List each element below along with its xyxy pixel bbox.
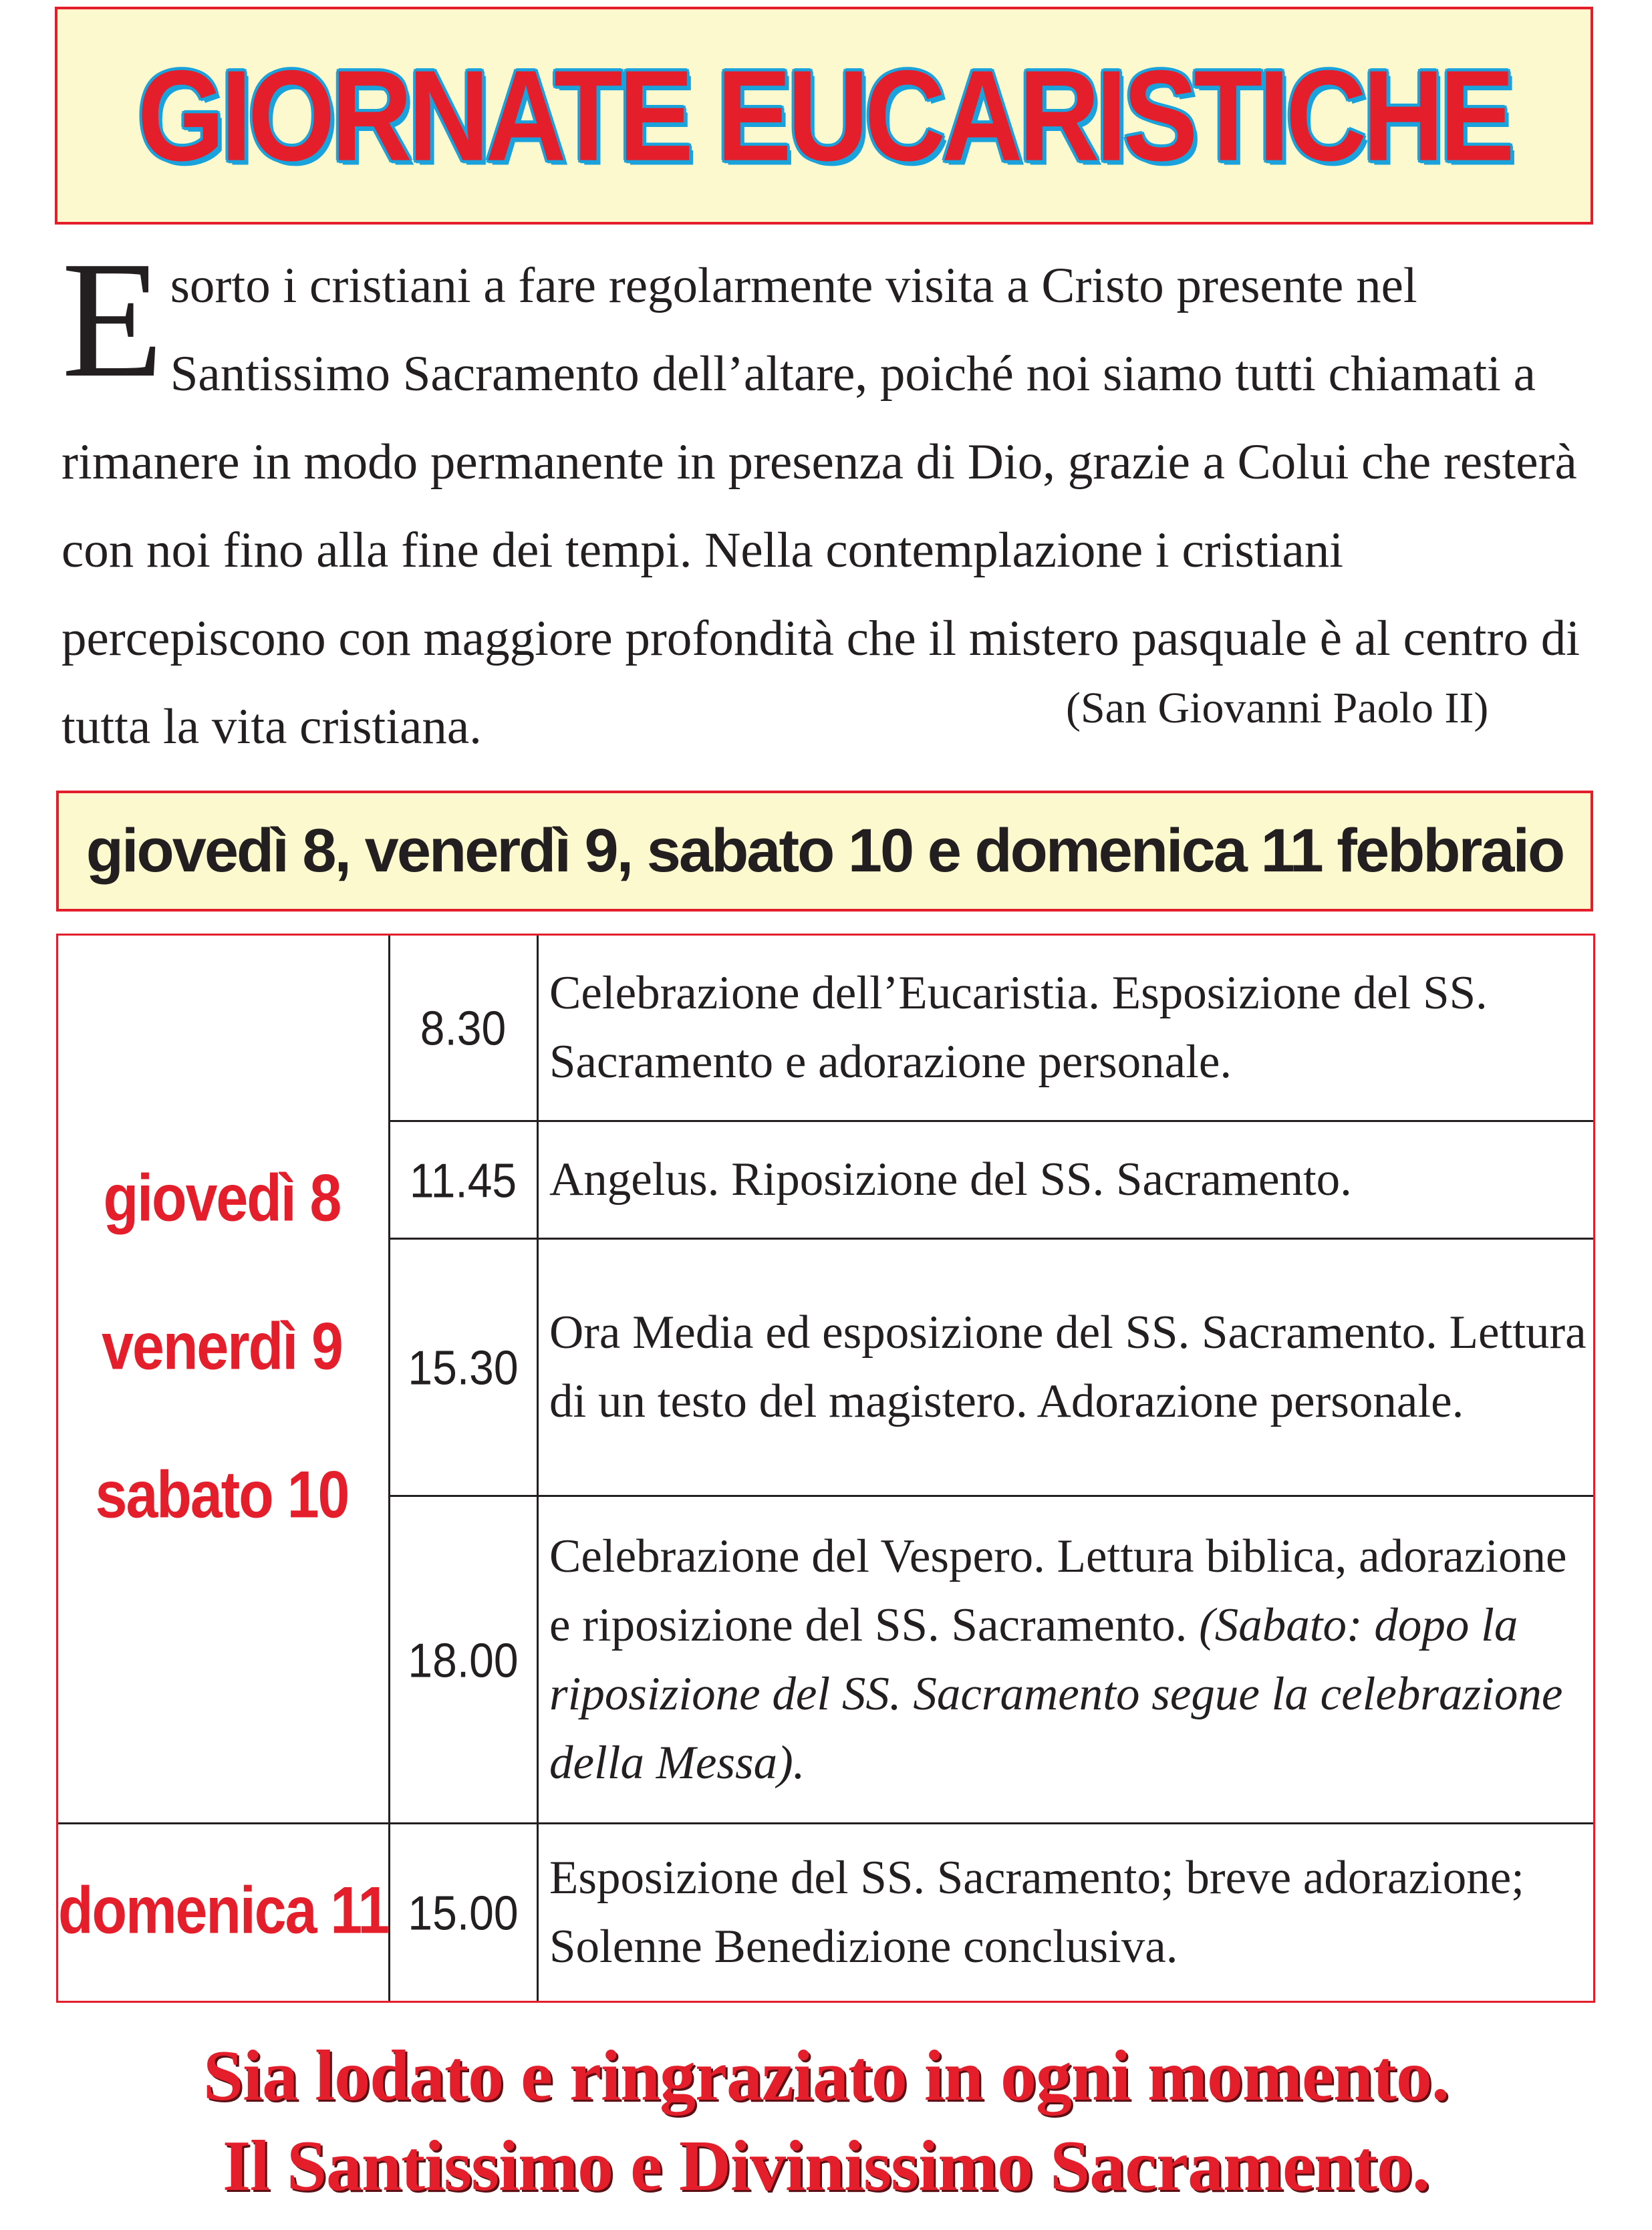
description-text: Celebrazione del Vespero. Lettura biblica, adorazione e riposizione del SS. Sacramento. (549, 1530, 1567, 1651)
dates-banner (56, 791, 1593, 912)
schedule-table (56, 934, 1595, 2003)
time-cell: 15.30 (408, 1340, 519, 1395)
time-cell: 11.45 (409, 1152, 517, 1208)
day-label-giovedi: giovedì 8 (103, 1161, 341, 1236)
description-note: (Sabato: dopo la riposizione del SS. Sacramento segue la celebrazione della Messa). (549, 1598, 1563, 1789)
description-cell: Esposizione del SS. Sacramento; breve adorazione; Solenne Benedizione conclusiva. (549, 1852, 1525, 1973)
time-cell: 18.00 (408, 1632, 519, 1687)
quote-attribution: (San Giovanni Paolo II) (1066, 684, 1489, 732)
day-label-venerdi: venerdì 9 (102, 1309, 342, 1384)
description-cell: Ora Media ed esposizione del SS. Sacramento. Lettura di un testo del magistero. Adorazione personale. (549, 1306, 1587, 1427)
intro-text: sorto i cristiani a fare regolarmente visita a Cristo presente nel Santissimo Sacramento dell’altare, poiché noi siamo tutti chiamati a rimanere in modo permanente in presenza di Dio, grazie a Colui che resterà con noi fino alla fine dei tempi. Nella contemplazione i cristiani percepiscono con maggiore profondità che il mistero pasquale è al centro di tutta la vita cristiana. (61, 258, 1580, 754)
intro-dropcap: E (61, 227, 164, 412)
dates-text: giovedì 8, venerdì 9, sabato 10 e domenica 11 febbraio (86, 817, 1564, 885)
page-title: GIORNATE EUCARISTICHE (137, 43, 1511, 188)
title-banner (55, 7, 1593, 225)
day-label-sabato: sabato 10 (95, 1457, 349, 1532)
description-cell (539, 1497, 1593, 1822)
description-cell: Angelus. Riposizione del SS. Sacramento. (549, 1153, 1352, 1206)
time-cell: 15.00 (408, 1885, 519, 1940)
footer-line-2: Il Santissimo e Divinissimo Sacramento. (222, 2126, 1430, 2206)
description-cell: Celebrazione dell’Eucaristia. Esposizione del SS. Sacramento e adorazione personale. (549, 967, 1488, 1088)
day-label-domenica: domenica 11 (58, 1873, 389, 1948)
time-cell: 8.30 (420, 1000, 507, 1055)
footer-line-1: Sia lodato e ringraziato in ogni momento. (203, 2036, 1449, 2116)
